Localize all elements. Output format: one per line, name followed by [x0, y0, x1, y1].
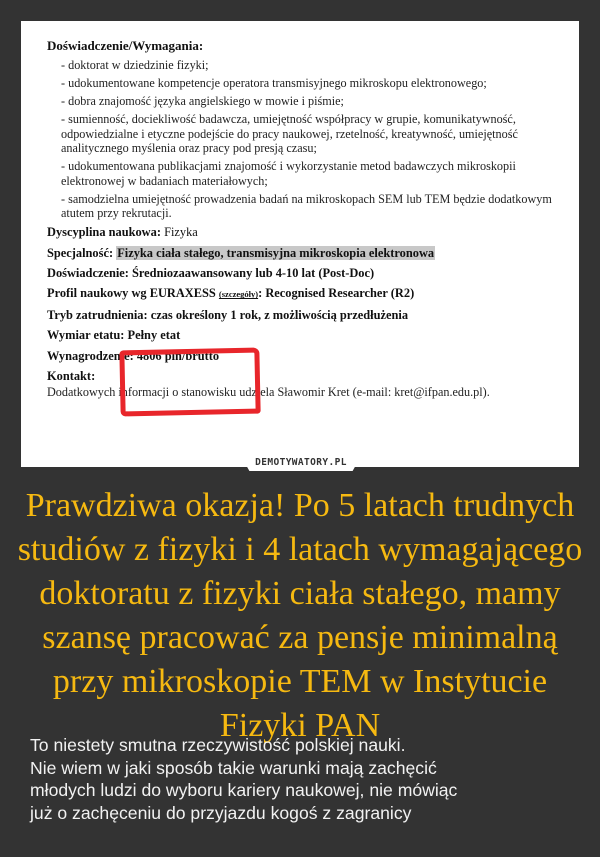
profile-value: : Recognised Researcher (R2) [258, 286, 415, 301]
specialty-value: Fizyka ciała stałego, transmisyjna mikroskopia elektronowa [117, 245, 435, 260]
salary-label: Wynagrodzenie: [47, 348, 134, 363]
salary-value: 4806 pln/brutto [136, 348, 220, 363]
requirement-item: - dobra znajomość języka angielskiego w mowie i piśmie; [61, 93, 344, 108]
specialty-label: Specjalność: [47, 245, 114, 260]
watermark-text: DEMOTYWATORY.PL [255, 457, 347, 468]
discipline-value: Fizyka [164, 225, 198, 240]
requirement-item: - udokumentowana publikacjami znajomość i wykorzystanie metod badawczych mikroskopii elektronowej w badaniach materiałowych; [61, 159, 516, 188]
requirement-item: - sumienność, dociekliwość badawcza, umiejętność współpracy w grupie, komunikatywność, odpowiedzialne i etyczne podejście do pracy naukowej, rzetelność, kreatywność, umiejętność analitycznego myślenia oraz pracy pod presją czasu; [61, 111, 518, 156]
experience-label: Doświadczenie: [47, 266, 129, 281]
caption-line: młodych ludzi do wyboru kariery naukowej, nie mówiąc [30, 780, 458, 800]
employment-mode-label: Tryb zatrudnienia: [47, 307, 148, 322]
workload-value: Pełny etat [127, 328, 181, 343]
discipline-row [47, 224, 569, 240]
contact-text: Dodatkowych informacji o stanowisku udziela Sławomir Kret (e-mail: kret@ifpan.edu.pl). [47, 385, 490, 400]
job-posting-screenshot [21, 21, 579, 467]
job-posting-content [47, 38, 569, 400]
requirements-heading: Doświadczenie/Wymagania: [47, 38, 204, 53]
headline: Prawdziwa okazja! Po 5 latach trudnych studiów z fizyki i 4 latach wymagającego doktoratu z fizyki ciała stałego, mamy szansę pracować za pensje minimalną przy mikroskopie TEM w Instytucie Fizyki PAN [17, 487, 583, 744]
requirement-item: - doktorat w dziedzinie fizyki; [61, 58, 209, 72]
salary-row [47, 348, 569, 364]
specialty-row [47, 245, 569, 261]
watermark [241, 456, 361, 471]
profile-label: Profil naukowy wg EURAXESS [47, 286, 216, 301]
employment-mode-row [47, 307, 569, 323]
requirements-list [47, 58, 569, 221]
profile-row [47, 285, 569, 302]
experience-value: Średniozaawansowany lub 4-10 lat (Post-Doc) [132, 266, 375, 281]
caption [30, 734, 580, 824]
experience-row [47, 265, 569, 281]
contact-row [47, 368, 569, 384]
employment-mode-value: czas określony 1 rok, z możliwością przedłużenia [150, 307, 409, 322]
caption-line: już o zachęceniu do przyjazdu kogoś z zagranicy [30, 802, 412, 823]
caption-line: To niestety smutna rzeczywistość polskiej nauki. [30, 735, 406, 755]
discipline-label: Dyscyplina naukowa: [47, 225, 161, 240]
contact-label: Kontakt: [47, 369, 96, 384]
details-link[interactable]: (szczegóły) [218, 289, 259, 300]
requirement-item: - samodzielna umiejętność prowadzenia badań na mikroskopach SEM lub TEM będzie dodatkowym atutem przy rekrutacji. [61, 191, 552, 221]
workload-label: Wymiar etatu: [47, 328, 125, 343]
workload-row [47, 327, 569, 343]
requirement-item: - udokumentowane kompetencje operatora transmisyjnego mikroskopu elektronowego; [61, 75, 487, 90]
caption-line: Nie wiem w jaki sposób takie warunki mają zachęcić [30, 757, 437, 778]
